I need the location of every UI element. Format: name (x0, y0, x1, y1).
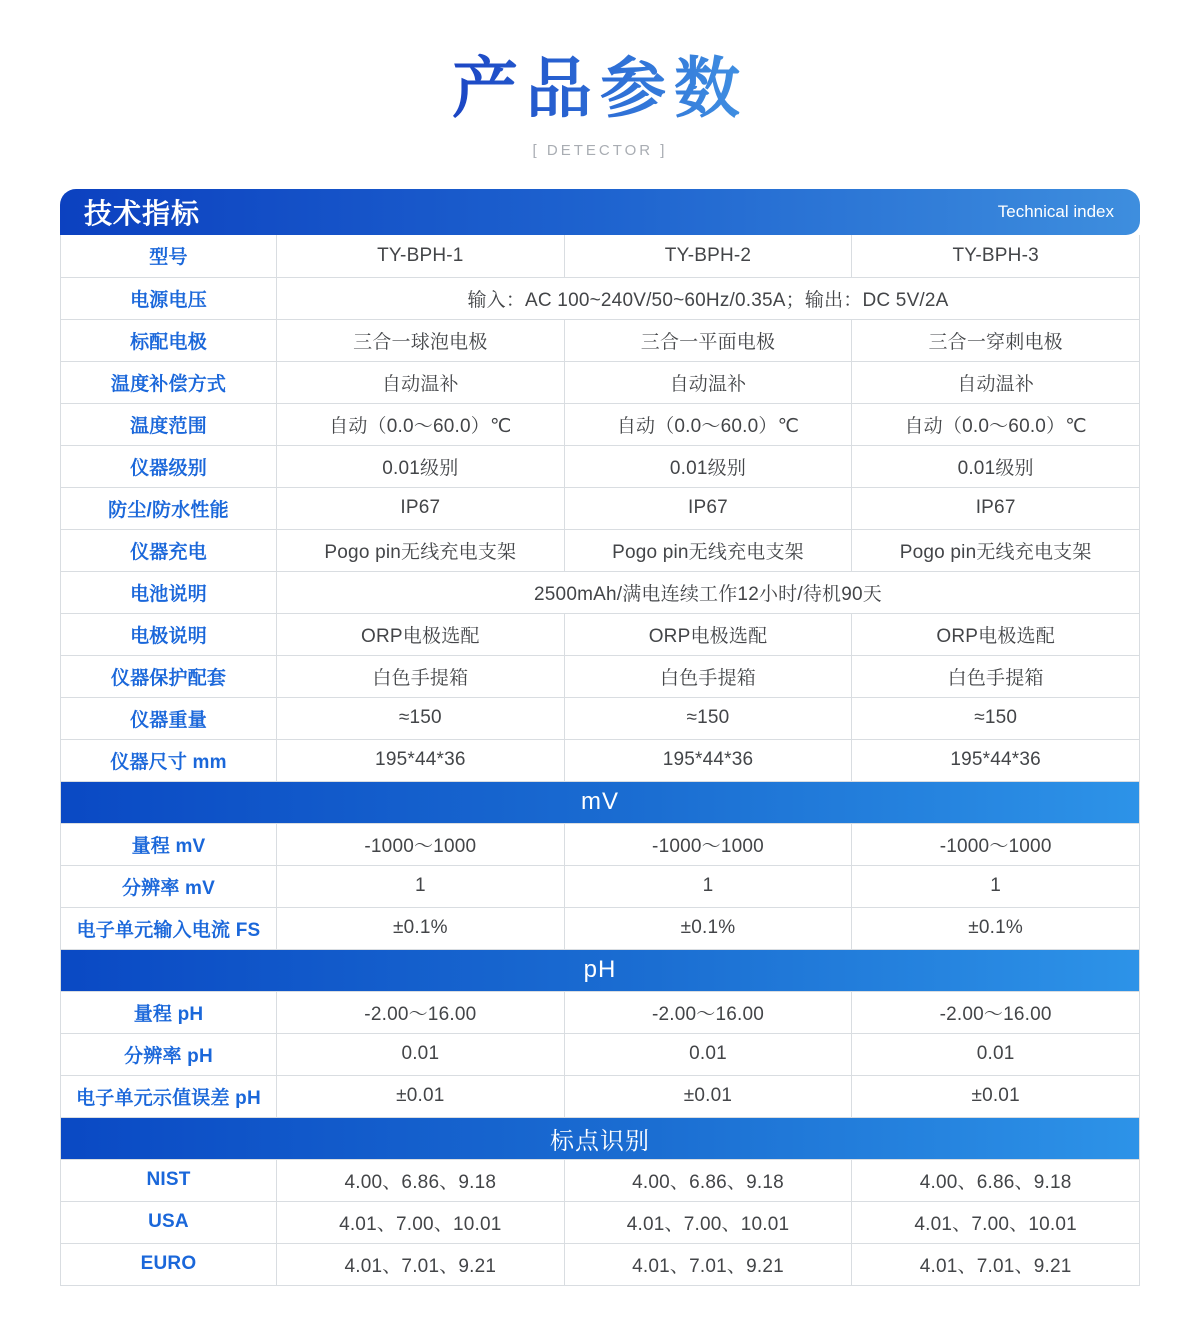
row-value: 4.01、7.00、10.01 (851, 1202, 1139, 1243)
row-value: ≈150 (851, 698, 1139, 739)
row-label: 分辨率 pH (124, 1045, 213, 1067)
spec-row (61, 487, 1139, 529)
row-label: 温度补偿方式 (110, 373, 227, 395)
row-value: 1 (851, 866, 1139, 907)
row-value: 0.01 (276, 1034, 564, 1075)
spec-row (61, 403, 1139, 445)
spec-table (60, 235, 1140, 1286)
row-value: -1000～1000 (851, 824, 1139, 865)
row-value: 白色手提箱 (851, 656, 1139, 697)
spec-row (61, 907, 1139, 949)
row-value: 自动温补 (564, 362, 852, 403)
row-value: 4.01、7.01、9.21 (564, 1244, 852, 1285)
row-value: Pogo pin无线充电支架 (276, 530, 564, 571)
row-value: ±0.1% (851, 908, 1139, 949)
spec-row (61, 319, 1139, 361)
row-value: ±0.1% (564, 908, 852, 949)
row-label: 型号 (149, 247, 188, 269)
row-value: 4.00、6.86、9.18 (851, 1160, 1139, 1201)
row-label: 仪器尺寸 mm (110, 751, 227, 773)
row-value: 0.01级别 (276, 446, 564, 487)
row-label: 量程 pH (133, 1003, 204, 1025)
row-value-span: 2500mAh/满电连续工作12小时/待机90天 (276, 572, 1139, 613)
row-value: TY-BPH-1 (276, 235, 564, 277)
row-value: 4.01、7.00、10.01 (276, 1202, 564, 1243)
row-value: 自动（0.0～60.0）℃ (276, 404, 564, 445)
row-value: ORP电极选配 (276, 614, 564, 655)
row-value: 4.01、7.00、10.01 (564, 1202, 852, 1243)
row-label: 电子单元输入电流 FS (76, 919, 261, 941)
row-label: 仪器保护配套 (110, 667, 227, 689)
row-label: 电池说明 (130, 583, 207, 605)
row-value: 195*44*36 (851, 740, 1139, 781)
row-label: 标配电极 (130, 331, 207, 353)
row-value: -2.00～16.00 (276, 992, 564, 1033)
technical-index-header (60, 189, 1140, 235)
row-value: 1 (564, 866, 852, 907)
row-value: 4.00、6.86、9.18 (276, 1160, 564, 1201)
spec-table-wrapper (60, 189, 1140, 1286)
spec-row (61, 1243, 1139, 1285)
section-title: 标点识别 (550, 1127, 650, 1155)
row-value: Pogo pin无线充电支架 (564, 530, 852, 571)
row-label: NIST (146, 1169, 191, 1191)
section-header (61, 781, 1139, 823)
spec-row (61, 571, 1139, 613)
row-value: 自动（0.0～60.0）℃ (564, 404, 852, 445)
row-label: 仪器充电 (130, 541, 207, 563)
row-value: 自动温补 (276, 362, 564, 403)
row-value: ±0.01 (276, 1076, 564, 1117)
row-label: 电子单元示值误差 pH (76, 1087, 261, 1109)
spec-row (61, 1033, 1139, 1075)
section-header (61, 1117, 1139, 1159)
row-value: 0.01级别 (564, 446, 852, 487)
spec-row (61, 865, 1139, 907)
row-value: -1000～1000 (564, 824, 852, 865)
spec-row (61, 739, 1139, 781)
technical-index-title-zh: 技术指标 (84, 197, 201, 229)
spec-row (61, 445, 1139, 487)
technical-index-title-en: Technical index (997, 201, 1114, 221)
row-value: 三合一平面电极 (564, 320, 852, 361)
row-value: ±0.01 (564, 1076, 852, 1117)
row-value: Pogo pin无线充电支架 (851, 530, 1139, 571)
row-value: 4.01、7.01、9.21 (851, 1244, 1139, 1285)
row-value: -2.00～16.00 (564, 992, 852, 1033)
row-label: 温度范围 (130, 415, 207, 437)
row-value: 白色手提箱 (276, 656, 564, 697)
row-value: ±0.1% (276, 908, 564, 949)
section-header (61, 949, 1139, 991)
page-title: 产品参数 (452, 53, 748, 126)
row-label: 仪器重量 (130, 709, 207, 731)
row-value: ±0.01 (851, 1076, 1139, 1117)
row-label: EURO (140, 1253, 197, 1275)
row-value: 4.01、7.01、9.21 (276, 1244, 564, 1285)
row-value: ≈150 (276, 698, 564, 739)
spec-row (61, 1159, 1139, 1201)
row-value: 白色手提箱 (564, 656, 852, 697)
row-value: 三合一穿刺电极 (851, 320, 1139, 361)
spec-row (61, 361, 1139, 403)
spec-row (61, 655, 1139, 697)
row-value: 1 (276, 866, 564, 907)
row-value: 4.00、6.86、9.18 (564, 1160, 852, 1201)
spec-row (61, 613, 1139, 655)
row-value: 195*44*36 (564, 740, 852, 781)
row-value: 自动温补 (851, 362, 1139, 403)
row-value: TY-BPH-3 (851, 235, 1139, 277)
row-value: 三合一球泡电极 (276, 320, 564, 361)
row-label: 防尘/防水性能 (108, 499, 229, 521)
row-value: IP67 (564, 488, 852, 529)
row-value: ORP电极选配 (564, 614, 852, 655)
row-value-span: 输入：AC 100~240V/50~60Hz/0.35A；输出：DC 5V/2A (276, 278, 1139, 319)
row-value: 195*44*36 (276, 740, 564, 781)
row-value: 0.01 (564, 1034, 852, 1075)
row-value: 0.01 (851, 1034, 1139, 1075)
row-label: 电极说明 (130, 625, 207, 647)
spec-row (61, 823, 1139, 865)
row-label: 电源电压 (130, 289, 207, 311)
spec-row (61, 1075, 1139, 1117)
section-title: pH (583, 956, 617, 984)
section-title: mV (581, 788, 619, 816)
row-value: ≈150 (564, 698, 852, 739)
row-value: -2.00～16.00 (851, 992, 1139, 1033)
spec-row (61, 1201, 1139, 1243)
row-value: ORP电极选配 (851, 614, 1139, 655)
row-label: 仪器级别 (130, 457, 207, 479)
spec-row (61, 277, 1139, 319)
page-subtitle: [ DETECTOR ] (532, 141, 668, 159)
row-value: IP67 (851, 488, 1139, 529)
spec-row (61, 991, 1139, 1033)
spec-row (61, 697, 1139, 739)
spec-row (61, 235, 1139, 277)
row-value: 自动（0.0～60.0）℃ (851, 404, 1139, 445)
row-label: 量程 mV (131, 835, 206, 857)
row-value: TY-BPH-2 (564, 235, 852, 277)
row-value: -1000～1000 (276, 824, 564, 865)
spec-row (61, 529, 1139, 571)
row-value: IP67 (276, 488, 564, 529)
row-value: 0.01级别 (851, 446, 1139, 487)
row-label: USA (148, 1211, 189, 1233)
title-block (0, 0, 1200, 159)
row-label: 分辨率 mV (121, 877, 216, 899)
